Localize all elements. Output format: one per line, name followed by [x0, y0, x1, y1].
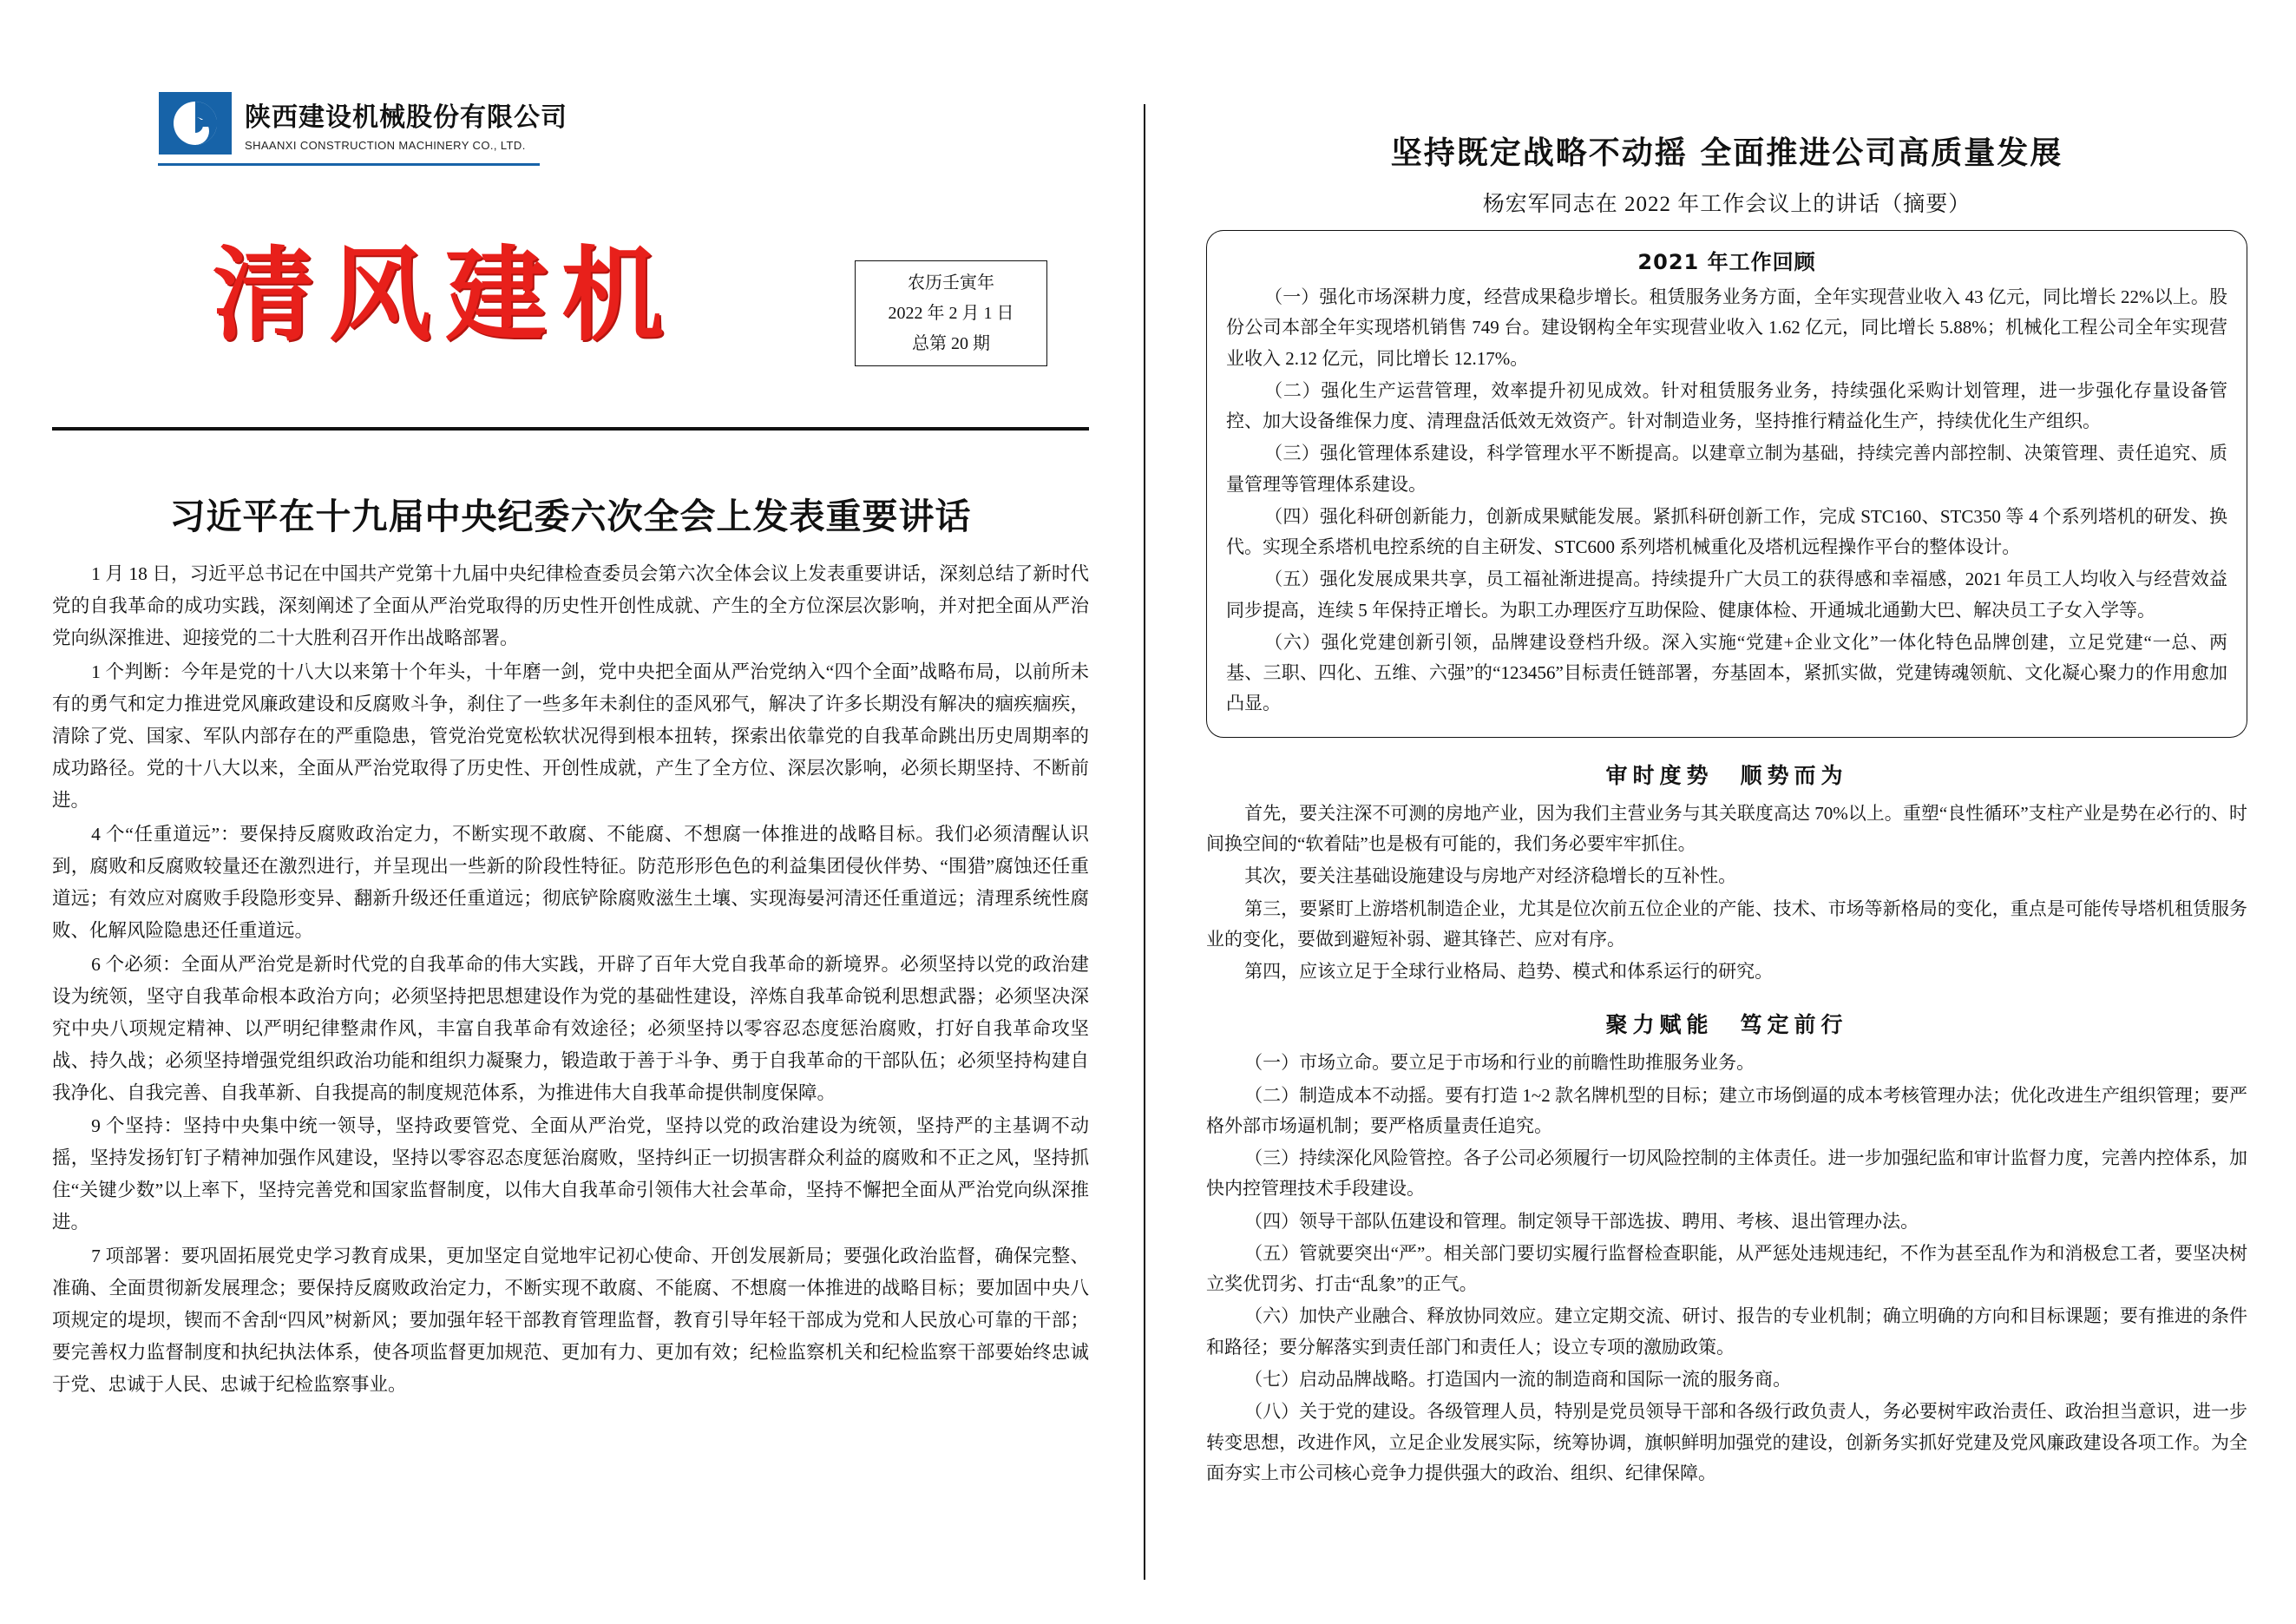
paragraph: 第四，应该立足于全球行业格局、趋势、模式和体系运行的研究。 — [1244, 961, 1774, 983]
empower-body — [1206, 1048, 2247, 1489]
paragraph: （四）强化科研创新能力，创新成果赋能发展。紧抓科研创新工作，完成 STC160、STC350 等 4 个系列塔机的研发、换代。实现全系塔机电控系统的自主研发、STC600 系列塔机械重化及塔机远程操作平台的整体设计。 — [1226, 505, 2227, 558]
paragraph: （四）领导干部队伍建设和管理。制定领导干部选拔、聘用、考核、退出管理办法。 — [1244, 1210, 1919, 1232]
section-title-review: 2021 年工作回顾 — [1637, 250, 1816, 274]
newspaper-nameplate: 清风建机 — [213, 235, 679, 355]
paragraph: 6 个必须：全面从严治党是新时代党的自我革命的伟大实践，开辟了百年大党自我革命的新境界。必须坚持以党的政治建设为统领，坚守自我革命根本政治方向；必须坚持把思想建设作为党的基础性建设，淬炼自我革命锐利思想武器；必须坚决深究中央八项规定精神、以严明纪律整肃作风，丰富自我革命有效途径；必须坚持以零容忍态度惩治腐败，打好自我革命攻坚战、持久战；必须坚持增强党组织政治功能和组织力凝聚力，锻造敢于善于斗争、勇于自我革命的干部队伍；必须坚持构建自我净化、自我完善、自我革新、自我提高的制度规范体系，为推进伟大自我革命提供制度保障。 — [52, 953, 1089, 1103]
right-column — [1206, 104, 2247, 1490]
paragraph: （三）持续深化风险管控。各子公司必须履行一切风险控制的主体责任。进一步加强纪监和审计监督力度，完善内控体系，加快内控管理技术手段建设。 — [1206, 1147, 2247, 1200]
company-masthead — [158, 91, 567, 155]
column-divider — [1144, 104, 1145, 1580]
company-name-en: SHAANXI CONSTRUCTION MACHINERY CO., LTD. — [245, 138, 526, 152]
company-name-cn: 陕西建设机械股份有限公司 — [245, 102, 567, 133]
review-body — [1226, 282, 2227, 720]
paragraph: 其次，要关注基础设施建设与房地产对经济稳增长的互补性。 — [1244, 865, 1737, 887]
paragraph: （一）强化市场深耕力度，经营成果稳步增长。租赁服务业务方面，全年实现营业收入 43 亿元，同比增长 22%以上。股份公司本部全年实现塔机销售 749 台。建设钢构全年实现营业收入 1.62 亿元，同比增长 5.88%；机械化工程公司全年实现营业收入 2.12 亿元，同比增长 12.17%。 — [1226, 286, 2227, 369]
section-title-trend: 审时度势 顺势而为 — [1605, 762, 1848, 788]
issue-lunar-date: 农历壬寅年 — [908, 273, 994, 293]
left-article-body — [52, 558, 1089, 1401]
issue-date: 2022 年 2 月 1 日 — [888, 303, 1014, 323]
paragraph: （六）加快产业融合、释放协同效应。建立定期交流、研讨、报告的专业机制；确立明确的方向和目标课题；要有推进的条件和路径；要分解落实到责任部门和责任人；设立专项的激励政策。 — [1206, 1305, 2247, 1358]
section-title-empower: 聚力赋能 笃定前行 — [1605, 1012, 1848, 1038]
paragraph: 首先，要关注深不可测的房地产业，因为我们主营业务与其关联度高达 70%以上。重塑“良性循环”支柱产业是势在必行的、时间换空间的“软着陆”也是极有可能的，我们务必要牢牢抓住。 — [1206, 802, 2247, 854]
issue-number: 总第 20 期 — [912, 333, 990, 353]
paragraph: 1 月 18 日，习近平总书记在中国共产党第十九届中央纪律检查委员会第六次全体会议上发表重要讲话，深刻总结了新时代党的自我革命的成功实践，深刻阐述了全面从严治党取得的历史性开创性成就、产生的全方位深层次影响，并对把全面从严治党向纵深推进、迎接党的二十大胜利召开作出战略部署。 — [52, 563, 1089, 648]
paragraph: 1 个判断：今年是党的十八大以来第十个年头，十年磨一剑，党中央把全面从严治党纳入“四个全面”战略布局，以前所未有的勇气和定力推进党风廉政建设和反腐败斗争，刹住了一些多年未刹住的歪风邪气，解决了许多长期没有解决的痼疾痼疾，清除了党、国家、军队内部存在的严重隐患，管党治党宽松软状况得到根本扭转，探索出依靠党的自我革命跳出历史周期率的成功路径。党的十八大以来，全面从严治党取得了历史性、开创性成就，产生了全方位、深层次影响，必须长期坚持、不断前进。 — [52, 661, 1089, 811]
paragraph: （三）强化管理体系建设，科学管理水平不断提高。以建章立制为基础，持续完善内部控制、决策管理、责任追究、质量管理等管理体系建设。 — [1226, 443, 2227, 495]
paragraph: （二）制造成本不动摇。要有打造 1~2 款名牌机型的目标；建立市场倒逼的成本考核管理办法；优化改进生产组织管理；要严格外部市场逼机制；要严格质量责任追究。 — [1206, 1084, 2247, 1136]
issue-info-box — [855, 260, 1047, 366]
paragraph: （二）强化生产运营管理，效率提升初见成效。针对租赁服务业务，持续强化采购计划管理，进一步强化存量设备管控、加大设备维保力度、清理盘活低效无效资产。针对制造业务，坚持推行精益化生产，持续优化生产组织。 — [1226, 379, 2227, 432]
paragraph: （八）关于党的建设。各级管理人员，特别是党员领导干部和各级行政负责人，务必要树牢政治责任、政治担当意识，进一步转变思想，改进作风，立足企业发展实际，统筹协调，旗帜鲜明加强党的建设，创新务实抓好党建及党风廉政建设各项工作。为全面夯实上市公司核心竞争力提供强大的政治、组织、纪律保障。 — [1206, 1401, 2247, 1483]
masthead-underline — [158, 163, 540, 166]
company-logo-icon — [158, 91, 233, 155]
right-article-subhead: 杨宏军同志在 2022 年工作会议上的讲话（摘要） — [1482, 193, 1971, 216]
paragraph: 9 个坚持：坚持中央集中统一领导，坚持政要管党、全面从严治党，坚持以党的政治建设为统领，坚持严的主基调不动摇，坚持发扬钉钉子精神加强作风建设，坚持以零容忍态度惩治腐败，坚持纠正一切损害群众利益的腐败和不正之风，坚持抓住“关键少数”以上率下，坚持完善党和国家监督制度，以伟大自我革命引领伟大社会革命，坚持不懈把全面从严治党向纵深推进。 — [52, 1115, 1089, 1233]
paragraph: （六）强化党建创新引领，品牌建设登档升级。深入实施“党建+企业文化”一体化特色品牌创建，立足党建“一总、两基、三职、四化、五维、六强”的“123456”目标责任链部署，夯基固本，紧抓实做，党建铸魂领航、文化凝心聚力的作用愈加凸显。 — [1226, 631, 2227, 714]
paragraph: （七）启动品牌战略。打造国内一流的制造商和国际一流的服务商。 — [1244, 1368, 1792, 1390]
paragraph: 4 个“任重道远”：要保持反腐败政治定力，不断实现不敢腐、不能腐、不想腐一体推进的战略目标。我们必须清醒认识到，腐败和反腐败较量还在激烈进行，并呈现出一些新的阶段性特征。防范形形色色的利益集团侵伙伴势、“围猎”腐蚀还任重道远；有效应对腐败手段隐形变异、翻新升级还任重道远；彻底铲除腐败滋生土壤、实现海晏河清还任重道远；清理系统性腐败、化解风险隐患还任重道远。 — [52, 823, 1089, 941]
year-review-frame — [1206, 230, 2247, 738]
page-title: 习近平在十九届中央纪委六次全会上发表重要讲话 — [169, 496, 972, 537]
paragraph: 第三，要紧盯上游塔机制造企业，尤其是位次前五位企业的产能、技术、市场等新格局的变化，重点是可能传导塔机租赁服务业的变化，要做到避短补弱、避其锋芒、应对有序。 — [1206, 897, 2247, 950]
paragraph: （五）强化发展成果共享，员工福祉渐进提高。持续提升广大员工的获得感和幸福感，2021 年员工人均收入与经营效益同步提高，连续 5 年保持正增长。为职工办理医疗互助保险、健康体检、开通城北通勤大巴、解决员工子女入学等。 — [1226, 569, 2227, 621]
right-article-headline: 坚持既定战略不动摇 全面推进公司高质量发展 — [1390, 135, 2063, 171]
trend-body — [1206, 799, 2247, 988]
paragraph: 7 项部署：要巩固拓展党史学习教育成果，更加坚定自觉地牢记初心使命、开创发展新局；要强化政治监督，确保完整、准确、全面贯彻新发展理念；要保持反腐败政治定力，不断实现不敢腐、不能腐、不想腐一体推进的战略目标；要加固中央八项规定的堤坝，锲而不舍刮“四风”树新风；要加强年轻干部教育管理监督，教育引导年轻干部成为党和人民放心可靠的干部；要完善权力监督制度和执纪执法体系，使各项监督更加规范、更加有力、更加有效；纪检监察机关和纪检监察干部要始终忠诚于党、忠诚于人民、忠诚于纪检监察事业。 — [52, 1246, 1089, 1396]
paragraph: （五）管就要突出“严”。相关部门要切实履行监督检查职能，从严惩处违规违纪，不作为甚至乱作为和消极怠工者，要坚决树立奖优罚劣、打击“乱象”的正气。 — [1206, 1242, 2247, 1295]
left-column — [52, 451, 1089, 1403]
paragraph: （一）市场立命。要立足于市场和行业的前瞻性助推服务业务。 — [1244, 1052, 1755, 1074]
left-column-rule — [52, 427, 1089, 431]
